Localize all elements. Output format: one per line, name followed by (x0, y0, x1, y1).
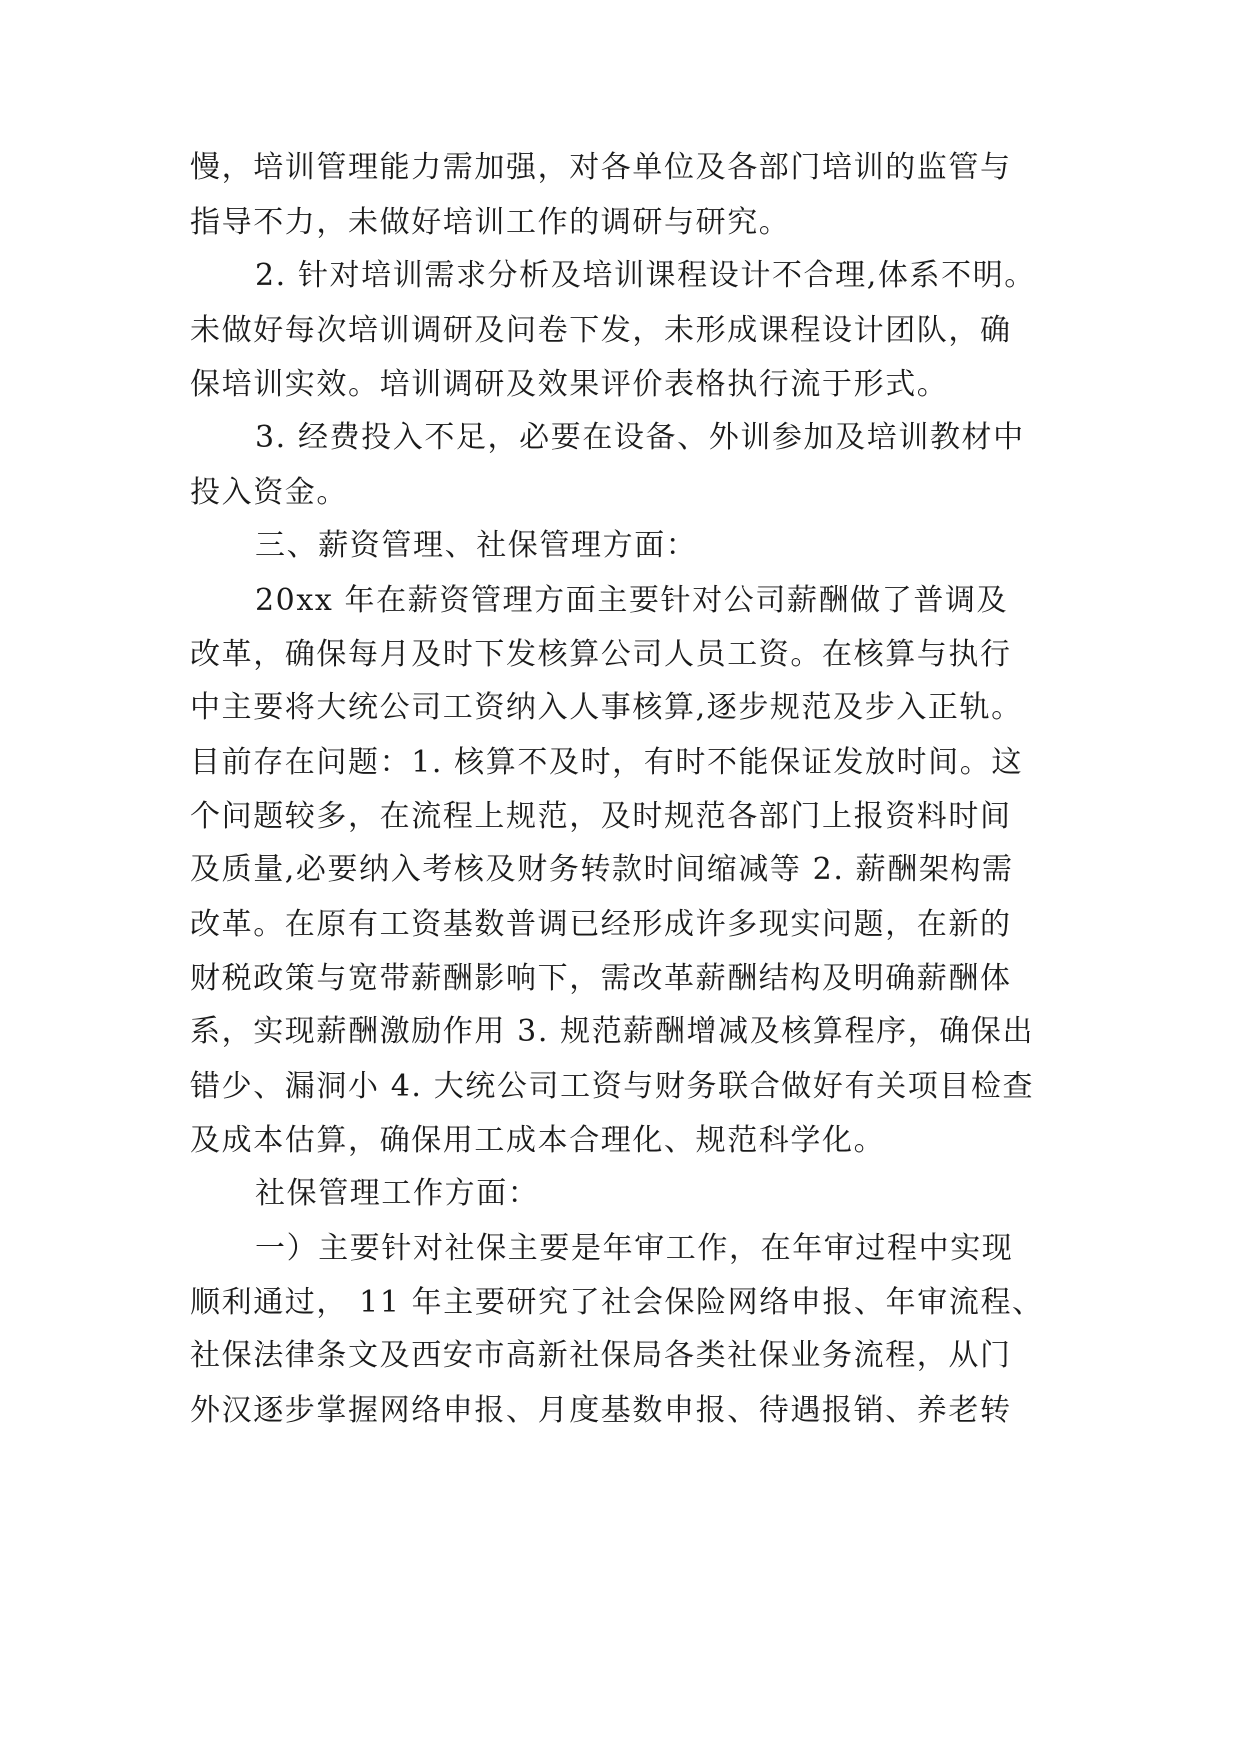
section-heading: 社保管理工作方面： (255, 1176, 540, 1211)
text-line: 错少、漏洞小 4. 大统公司工资与财务联合做好有关项目检查 (190, 1069, 1035, 1104)
text-line: 20xx 年在薪资管理方面主要针对公司薪酬做了普调及 (255, 583, 1009, 618)
section-heading: 三、薪资管理、社保管理方面： (255, 528, 698, 563)
text-line: 3. 经费投入不足，必要在设备、外训参加及培训教材中 (255, 420, 1025, 455)
text-line: 保培训实效。培训调研及效果评价表格执行流于形式。 (190, 367, 949, 402)
text-line: 改革。在原有工资基数普调已经形成许多现实问题，在新的 (190, 907, 1012, 942)
text-line: 改革，确保每月及时下发核算公司人员工资。在核算与执行 (190, 637, 1012, 672)
text-line: 投入资金。 (190, 475, 348, 510)
text-line: 社保法律条文及西安市高新社保局各类社保业务流程，从门 (190, 1338, 1012, 1373)
text-line: 财税政策与宽带薪酬影响下，需改革薪酬结构及明确薪酬体 (190, 961, 1012, 996)
text-line: 2. 针对培训需求分析及培训课程设计不合理,体系不明。 (255, 258, 1036, 293)
text-line: 一）主要针对社保主要是年审工作，在年审过程中实现 (255, 1231, 1014, 1266)
text-line: 指导不力，未做好培训工作的调研与研究。 (190, 205, 791, 240)
text-line: 顺利通过， 11 年主要研究了社会保险网络申报、年审流程、 (190, 1285, 1044, 1320)
text-line: 外汉逐步掌握网络申报、月度基数申报、待遇报销、养老转 (190, 1393, 1012, 1428)
text-line: 及成本估算，确保用工成本合理化、规范科学化。 (190, 1123, 886, 1158)
text-line: 个问题较多，在流程上规范，及时规范各部门上报资料时间 (190, 799, 1012, 834)
text-line: 中主要将大统公司工资纳入人事核算,逐步规范及步入正轨。 (190, 690, 1023, 725)
text-line: 系，实现薪酬激励作用 3. 规范薪酬增减及核算程序，确保出 (190, 1014, 1035, 1049)
text-line: 未做好每次培训调研及问卷下发，未形成课程设计团队，确 (190, 313, 1012, 348)
text-line: 及质量,必要纳入考核及财务转款时间缩减等 2. 薪酬架构需 (190, 852, 1014, 887)
text-line: 慢，培训管理能力需加强，对各单位及各部门培训的监管与 (190, 150, 1012, 185)
text-line: 目前存在问题：1. 核算不及时，有时不能保证发放时间。这 (190, 745, 1023, 780)
